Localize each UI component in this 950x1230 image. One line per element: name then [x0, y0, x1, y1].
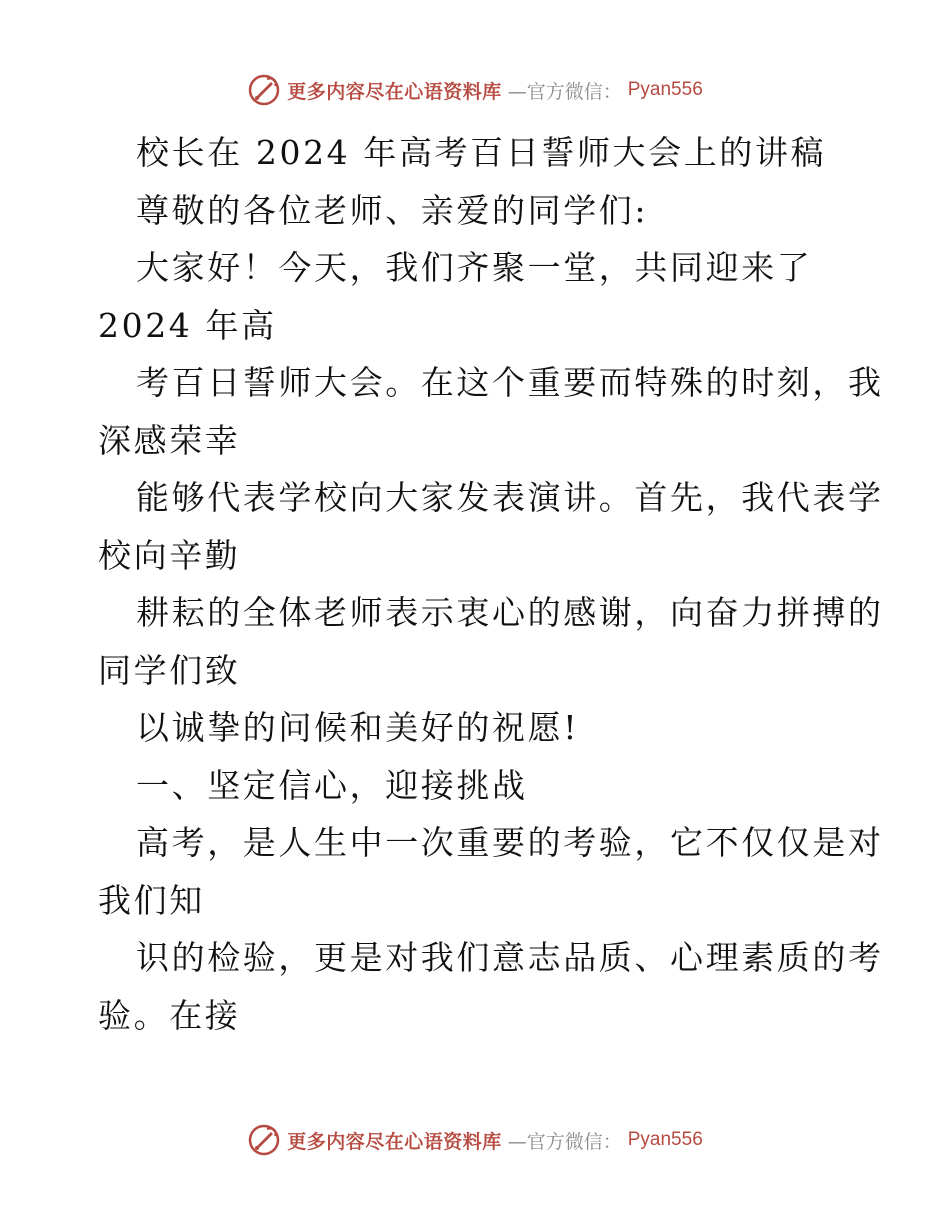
text-line: 耕耘的全体老师表示衷心的感谢，向奋力拼搏的: [136, 593, 884, 632]
document-title: 校长在 2024 年高考百日誓师大会上的讲稿: [136, 133, 827, 172]
text-line: 校向辛勤: [98, 535, 241, 575]
text-line: 我们知: [98, 880, 205, 920]
quill-pen-logo-icon: [247, 1123, 281, 1157]
text-line: 验。在接: [98, 995, 241, 1035]
footer-banner: [0, 1120, 950, 1160]
text-line: 识的检验，更是对我们意志品质、心理素质的考: [136, 938, 884, 977]
section-heading: 一、坚定信心，迎接挑战: [136, 765, 528, 805]
banner-wechat-label: —官方微信：: [507, 80, 622, 103]
text-line: 同学们致: [98, 650, 241, 690]
banner-wechat-id: Pyan556: [627, 79, 703, 100]
text-line: 高考，是人生中一次重要的考验，它不仅仅是对: [136, 823, 884, 862]
quill-pen-logo-icon: [247, 73, 281, 107]
text-line: 2024 年高: [98, 305, 277, 345]
text-line: 深感荣幸: [98, 420, 241, 460]
banner-wechat-label: —官方微信：: [507, 1130, 622, 1153]
banner-site-name: 更多内容尽在心语资料库: [287, 1130, 502, 1153]
banner-wechat-id: Pyan556: [627, 1129, 703, 1150]
header-banner: [0, 70, 950, 110]
text-line: 大家好！今天，我们齐聚一堂，共同迎来了: [136, 248, 813, 287]
banner-site-name: 更多内容尽在心语资料库: [287, 80, 502, 103]
salutation: 尊敬的各位老师、亲爱的同学们:: [136, 190, 649, 230]
text-line: 能够代表学校向大家发表演讲。首先，我代表学: [136, 478, 884, 517]
document-body: [98, 124, 884, 1044]
text-line: 以诚挚的问候和美好的祝愿!: [136, 708, 580, 747]
text-line: 考百日誓师大会。在这个重要而特殊的时刻，我: [136, 363, 884, 402]
